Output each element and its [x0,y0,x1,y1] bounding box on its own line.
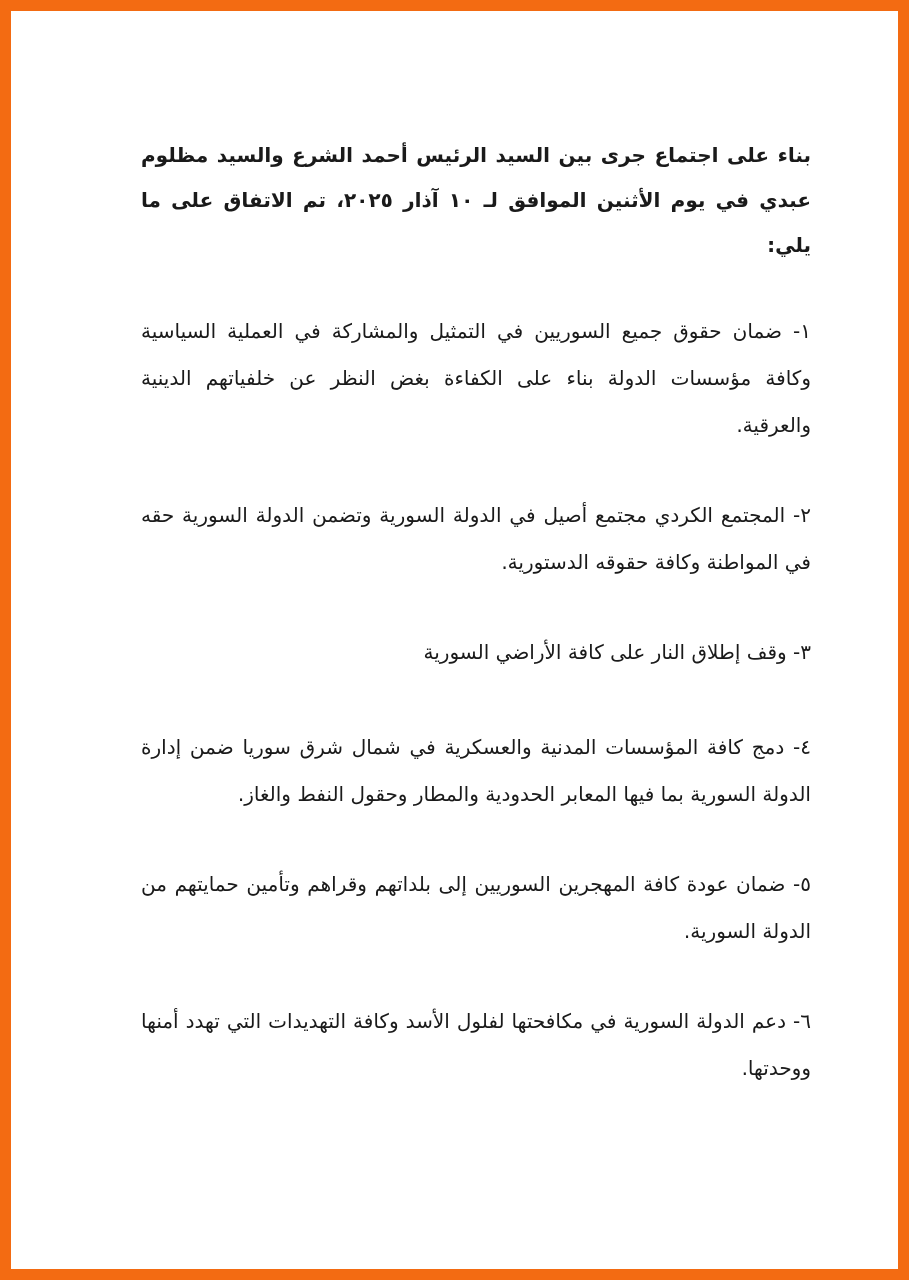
agreement-item-6: ٦- دعم الدولة السورية في مكافحتها لفلول الأسد وكافة التهديدات التي تهدد أمنها ووحدتها. [141,1009,811,1080]
agreement-item-4: ٤- دمج كافة المؤسسات المدنية والعسكرية في شمال شرق سوريا ضمن إدارة الدولة السورية بما فيها المعابر الحدودية والمطار وحقول النفط والغاز. [141,735,811,806]
agreement-item-3: ٣- وقف إطلاق النار على كافة الأراضي السورية [423,640,811,664]
agreement-item-2: ٢- المجتمع الكردي مجتمع أصيل في الدولة السورية وتضمن الدولة السورية حقه في المواطنة وكافة حقوقه الدستورية. [141,503,811,574]
document-page [141,133,811,1135]
agreement-item-5: ٥- ضمان عودة كافة المهجرين السوريين إلى بلداتهم وقراهم وتأمين حمايتهم من الدولة السورية. [141,872,811,943]
agreement-item-1: ١- ضمان حقوق جميع السوريين في التمثيل والمشاركة في العملية السياسية وكافة مؤسسات الدولة بناء على الكفاءة بغض النظر عن خلفياتهم الدينية والعرقية. [141,319,811,437]
intro-paragraph: بناء على اجتماع جرى بين السيد الرئيس أحمد الشرع والسيد مظلوم عبدي في يوم الأثنين الموافق لـ ١٠ آذار ٢٠٢٥، تم الاتفاق على ما يلي: [141,143,811,257]
